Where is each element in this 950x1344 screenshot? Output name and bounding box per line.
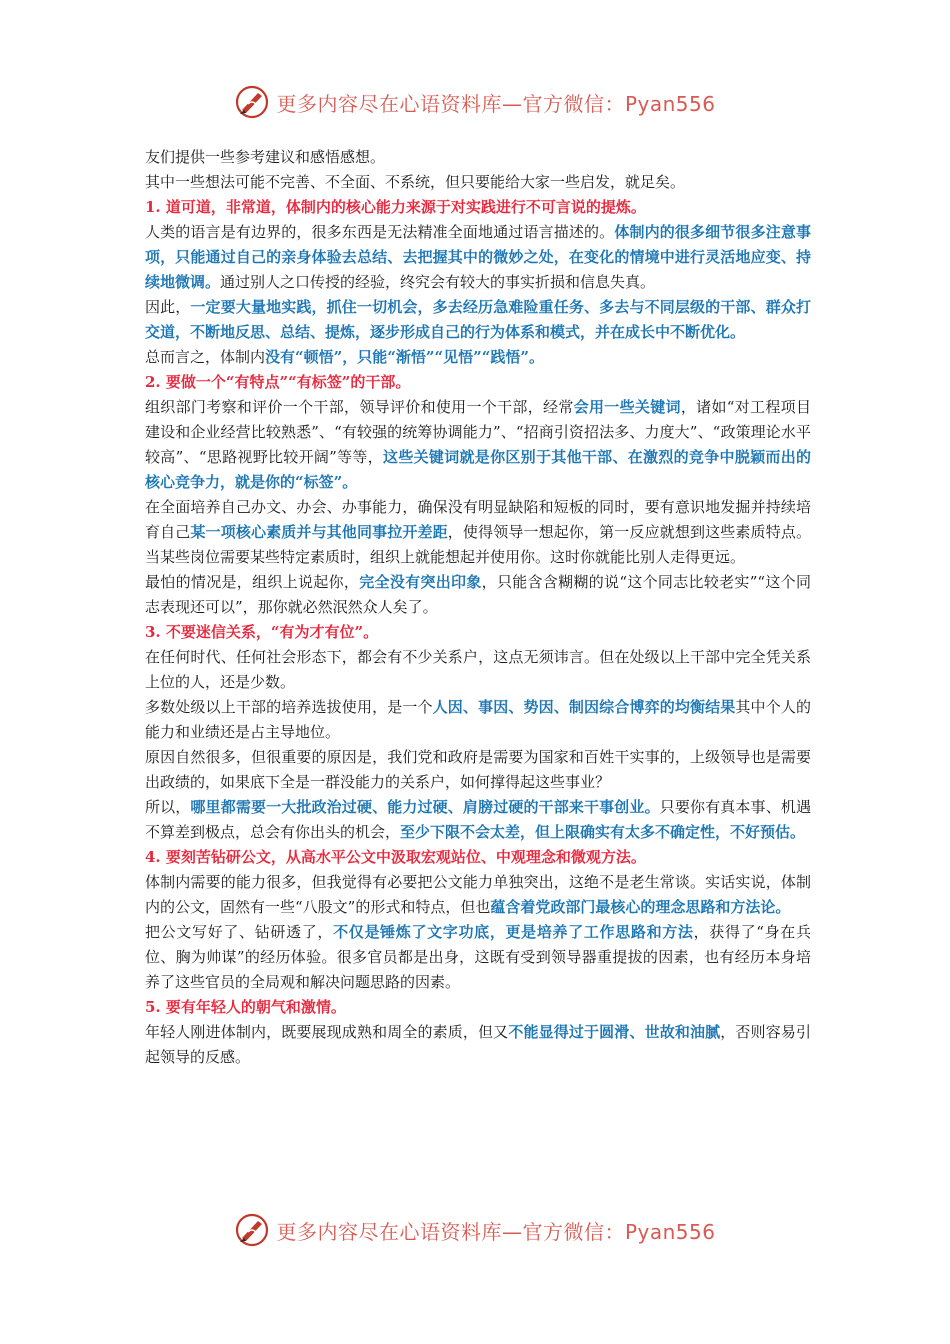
text-segment: 1. 道可道，非常道，体制内的核心能力来源于对实践进行不可言说的提炼。	[145, 198, 646, 216]
text-segment: 友们提供一些参考建议和感悟感想。	[145, 148, 386, 166]
text-segment: 年轻人刚进体制内，既要展现成熟和周全的素质，但又	[145, 1023, 509, 1041]
emphasis-text: 至少下限不会太差，但上限确实有太多不确定性，不好预估。	[400, 823, 806, 841]
paragraph	[145, 345, 811, 370]
paragraph	[145, 870, 811, 920]
section-heading	[145, 845, 811, 870]
text-segment: 最怕的情况是，组织上说起你，	[145, 573, 360, 591]
emphasis-text: 会用一些关键词	[573, 398, 681, 416]
text-segment: 组织部门考察和评价一个干部，领导评价和使用一个干部，经常	[145, 398, 574, 416]
text-segment: 其中一些想法可能不完善、不全面、不系统，但只要能给大家一些启发，就足矣。	[145, 173, 686, 191]
text-segment: ，使得领导一想起你，第一反应就想到这些素质特点。当某些岗位需要某些特定素质时，组织上就能想起并使用你。这时你就能比别人走得更远。	[145, 523, 811, 566]
paragraph	[145, 145, 811, 170]
text-segment: 2. 要做一个“有特点”“有标签”的干部。	[145, 373, 411, 391]
text-segment: 5. 要有年轻人的朝气和激情。	[145, 998, 346, 1016]
paragraph	[145, 1020, 811, 1070]
text-segment: 总而言之，体制内	[145, 348, 266, 366]
paragraph	[145, 695, 811, 745]
section-heading	[145, 195, 811, 220]
paragraph	[145, 795, 811, 845]
emphasis-text: 这些关键词就是你区别于其他干部、在激烈的竞争中脱颖而出的核心竞争力，就是你的“标签”。	[145, 448, 811, 491]
emphasis-text: 蕴含着党政部门最核心的理念思路和方法论。	[490, 898, 791, 916]
section-heading	[145, 620, 811, 645]
section-heading	[145, 995, 811, 1020]
emphasis-text: 不仅是锤炼了文字功底，更是培养了工作思路和方法	[333, 923, 694, 941]
text-segment: 在全面培养自己办文、办会、办事能力，确保没有明显缺陷和短板的同时，要有意识地发掘并持续培育自己	[145, 498, 811, 541]
text-segment: ，诸如“对工程项目建设和企业经营比较熟悉”、“有较强的统筹协调能力”、“招商引资招法多、力度大”、“政策理论水平较高”、“思路视野比较开阔”等等，	[145, 398, 811, 466]
text-segment: ，获得了“身在兵位、胸为帅谋”的经历体验。很多官员都是出身，这既有受到领导器重提拔的因素，也有经历本身培养了这些官员的全局观和解决问题思路的因素。	[145, 923, 811, 991]
text-segment: ，否则容易引起领导的反感。	[145, 1023, 811, 1066]
text-segment: 因此，	[145, 298, 191, 316]
text-segment: 只要你有真本事、机遇不算差到极点，总会有你出头的机会，	[145, 798, 811, 841]
text-segment: 原因自然很多，但很重要的原因是，我们党和政府是需要为国家和百姓干实事的，上级领导也是需要出政绩的，如果底下全是一群没能力的关系户，如何撑得起这些事业？	[145, 748, 811, 791]
header-banner	[0, 82, 950, 122]
text-segment: 在任何时代、任何社会形态下，都会有不少关系户，这点无须讳言。但在处级以上干部中完全凭关系上位的人，还是少数。	[145, 648, 811, 691]
paragraph	[145, 220, 811, 295]
text-segment: 3. 不要迷信关系，“有为才有位”。	[145, 623, 379, 641]
paragraph	[145, 745, 811, 795]
pen-circle-logo-icon	[234, 1212, 270, 1248]
banner-text: 更多内容尽在心语资料库—官方微信：Pyan556	[276, 1219, 716, 1244]
paragraph	[145, 920, 811, 995]
paragraph	[145, 295, 811, 345]
emphasis-text: 哪里都需要一大批政治过硬、能力过硬、肩膀过硬的干部来干事创业。	[190, 798, 660, 816]
text-segment: 所以，	[145, 798, 191, 816]
emphasis-text: 某一项核心素质并与其他同事拉开差距	[190, 523, 448, 541]
article-body	[145, 145, 811, 1070]
emphasis-text: 没有“顿悟”，只能“渐悟”“见悟”“践悟”。	[265, 348, 545, 366]
paragraph	[145, 170, 811, 195]
emphasis-text: 一定要大量地实践，抓住一切机会，多去经历急难险重任务、多去与不同层级的干部、群众打交道，不断地反思、总结、提炼，逐步形成自己的行为体系和模式，并在成长中不断优化。	[145, 298, 811, 341]
footer-banner	[0, 1210, 950, 1250]
text-segment: ，只能含含糊糊的说“这个同志比较老实”“这个同志表现还可以”，那你就必然泯然众人矣了。	[145, 573, 811, 616]
text-segment: 人类的语言是有边界的，很多东西是无法精准全面地通过语言描述的。	[145, 223, 615, 241]
emphasis-text: 不能显得过于圆滑、世故和油腻	[508, 1023, 721, 1041]
paragraph	[145, 570, 811, 620]
text-segment: 其中个人的能力和业绩还是占主导地位。	[145, 698, 811, 741]
emphasis-text: 人因、事因、势因、制因综合博弈的均衡结果	[432, 698, 736, 716]
emphasis-text: 体制内的很多细节很多注意事项，只能通过自己的亲身体验去总结、去把握其中的微妙之处，在变化的情境中进行灵活地应变、持续地微调。	[145, 223, 811, 291]
paragraph	[145, 495, 811, 570]
text-segment: 通过别人之口传授的经验，终究会有较大的事实折损和信息失真。	[220, 273, 656, 291]
emphasis-text: 完全没有突出印象	[359, 573, 482, 591]
text-segment: 多数处级以上干部的培养选拔使用，是一个	[145, 698, 433, 716]
text-segment: 体制内需要的能力很多，但我觉得有必要把公文能力单独突出，这绝不是老生常谈。实话实说，体制内的公文，固然有一些“八股文”的形式和特点，但也	[145, 873, 811, 916]
text-segment: 把公文写好了、钻研透了，	[145, 923, 334, 941]
paragraph	[145, 645, 811, 695]
text-segment: 4. 要刻苦钻研公文，从高水平公文中汲取宏观站位、中观理念和微观方法。	[145, 848, 646, 866]
pen-circle-logo-icon	[234, 84, 270, 120]
section-heading	[145, 370, 811, 395]
paragraph	[145, 395, 811, 495]
banner-text: 更多内容尽在心语资料库—官方微信：Pyan556	[276, 91, 716, 116]
